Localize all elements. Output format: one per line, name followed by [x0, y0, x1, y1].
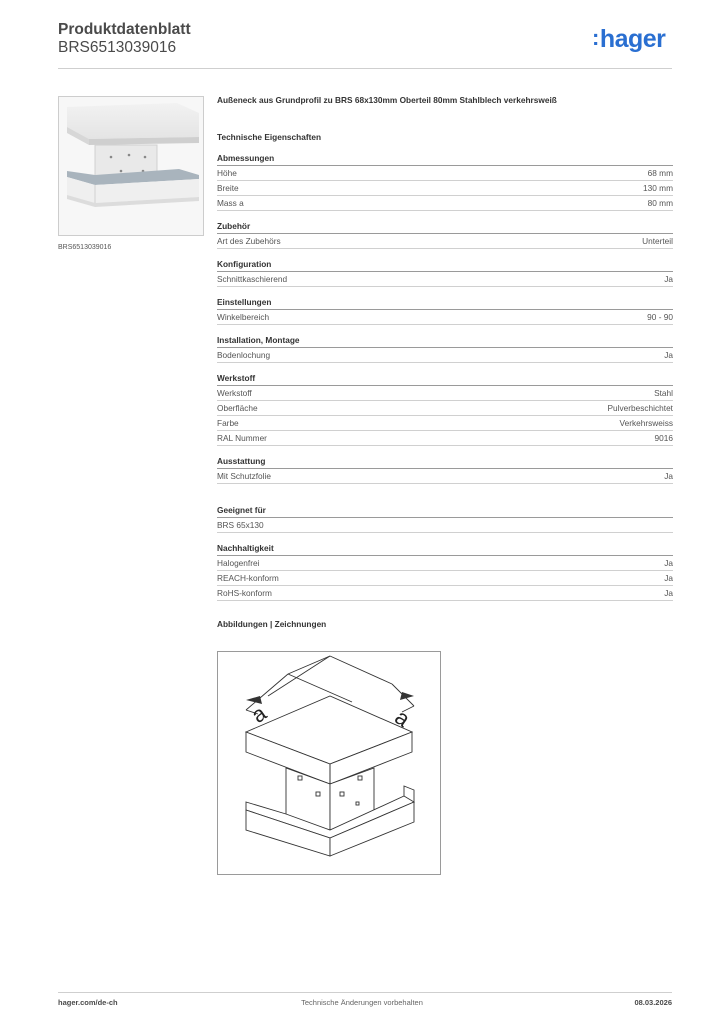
row-label: Winkelbereich — [217, 312, 270, 322]
thumbnail-caption: BRS6513039016 — [58, 244, 112, 251]
section-title: Werkstoff — [217, 373, 673, 386]
row-value: Verkehrsweiss — [619, 418, 673, 428]
table-row — [217, 310, 673, 325]
footer-notice: Technische Änderungen vorbehalten — [301, 998, 423, 1007]
logo-colon-icon: : — [592, 25, 599, 50]
dimension-label-left: a — [246, 700, 271, 728]
section-title: Einstellungen — [217, 297, 673, 310]
row-label: Höhe — [217, 168, 237, 178]
row-value: Unterteil — [642, 236, 673, 246]
row-value: Ja — [664, 588, 673, 598]
section-title: Konfiguration — [217, 259, 673, 272]
table-row — [217, 166, 673, 181]
row-label: Breite — [217, 183, 239, 193]
row-label: Mit Schutzfolie — [217, 471, 271, 481]
datasheet-content — [217, 95, 673, 629]
table-row — [217, 401, 673, 416]
section-einstellungen — [217, 297, 673, 325]
section-title: Installation, Montage — [217, 335, 673, 348]
table-row — [217, 234, 673, 249]
row-value: 68 mm — [647, 168, 673, 178]
row-label: Halogenfrei — [217, 558, 260, 568]
row-label: REACH-konform — [217, 573, 279, 583]
corner-piece-drawing-icon — [218, 652, 440, 874]
product-description: Außeneck aus Grundprofil zu BRS 68x130mm Oberteil 80mm Stahlblech verkehrsweiß — [217, 95, 557, 105]
section-title: Zubehör — [217, 221, 673, 234]
table-row — [217, 272, 673, 287]
table-row — [217, 181, 673, 196]
page-title: Produktdatenblatt — [58, 21, 191, 38]
row-value: 130 mm — [643, 183, 673, 193]
product-thumbnail — [58, 96, 204, 236]
row-value: Ja — [664, 558, 673, 568]
dimension-label-right: a — [390, 704, 415, 732]
logo-text: hager — [599, 25, 666, 53]
row-label: Mass a — [217, 198, 244, 208]
table-row — [217, 469, 673, 484]
row-label: Werkstoff — [217, 388, 252, 398]
row-value: 9016 — [654, 433, 673, 443]
section-title: Ausstattung — [217, 456, 673, 469]
header-divider — [58, 68, 672, 69]
row-value: Ja — [664, 471, 673, 481]
row-label: RoHS-konform — [217, 588, 272, 598]
footer-divider — [58, 992, 672, 993]
table-row — [217, 571, 673, 586]
section-installation — [217, 335, 673, 363]
section-geeignet-fuer — [217, 505, 673, 533]
row-value: 80 mm — [647, 198, 673, 208]
table-row — [217, 586, 673, 601]
table-row — [217, 518, 673, 533]
footer-date: 08.03.2026 — [634, 998, 672, 1007]
section-title: Nachhaltigkeit — [217, 543, 673, 556]
section-ausstattung — [217, 456, 673, 484]
section-konfiguration — [217, 259, 673, 287]
row-value: Ja — [664, 350, 673, 360]
section-title: Geeignet für — [217, 505, 673, 518]
table-row — [217, 348, 673, 363]
row-value: Ja — [664, 573, 673, 583]
table-row — [217, 556, 673, 571]
row-label: RAL Nummer — [217, 433, 267, 443]
row-value: Ja — [664, 274, 673, 284]
row-label: BRS 65x130 — [217, 520, 264, 530]
section-werkstoff — [217, 373, 673, 446]
row-label: Farbe — [217, 418, 239, 428]
row-label: Schnittkaschierend — [217, 274, 288, 284]
table-row — [217, 196, 673, 211]
technical-drawing — [217, 651, 441, 875]
section-title: Abmessungen — [217, 153, 673, 166]
row-label: Art des Zubehörs — [217, 236, 281, 246]
table-row — [217, 431, 673, 446]
section-abmessungen — [217, 153, 673, 211]
row-value: 90 - 90 — [647, 312, 673, 322]
section-nachhaltigkeit — [217, 543, 673, 601]
footer-website-link[interactable]: hager.com/de-ch — [58, 998, 118, 1007]
row-label: Bodenlochung — [217, 350, 271, 360]
product-photo-icon — [59, 97, 203, 235]
technical-properties-heading: Technische Eigenschaften — [217, 132, 322, 142]
table-row — [217, 416, 673, 431]
row-value: Pulverbeschichtet — [607, 403, 673, 413]
section-zubehoer — [217, 221, 673, 249]
hager-logo[interactable] — [592, 25, 665, 54]
row-value: Stahl — [654, 388, 673, 398]
drawings-heading: Abbildungen | Zeichnungen — [217, 619, 327, 629]
table-row — [217, 386, 673, 401]
product-number: BRS6513039016 — [58, 39, 177, 56]
row-label: Oberfläche — [217, 403, 258, 413]
